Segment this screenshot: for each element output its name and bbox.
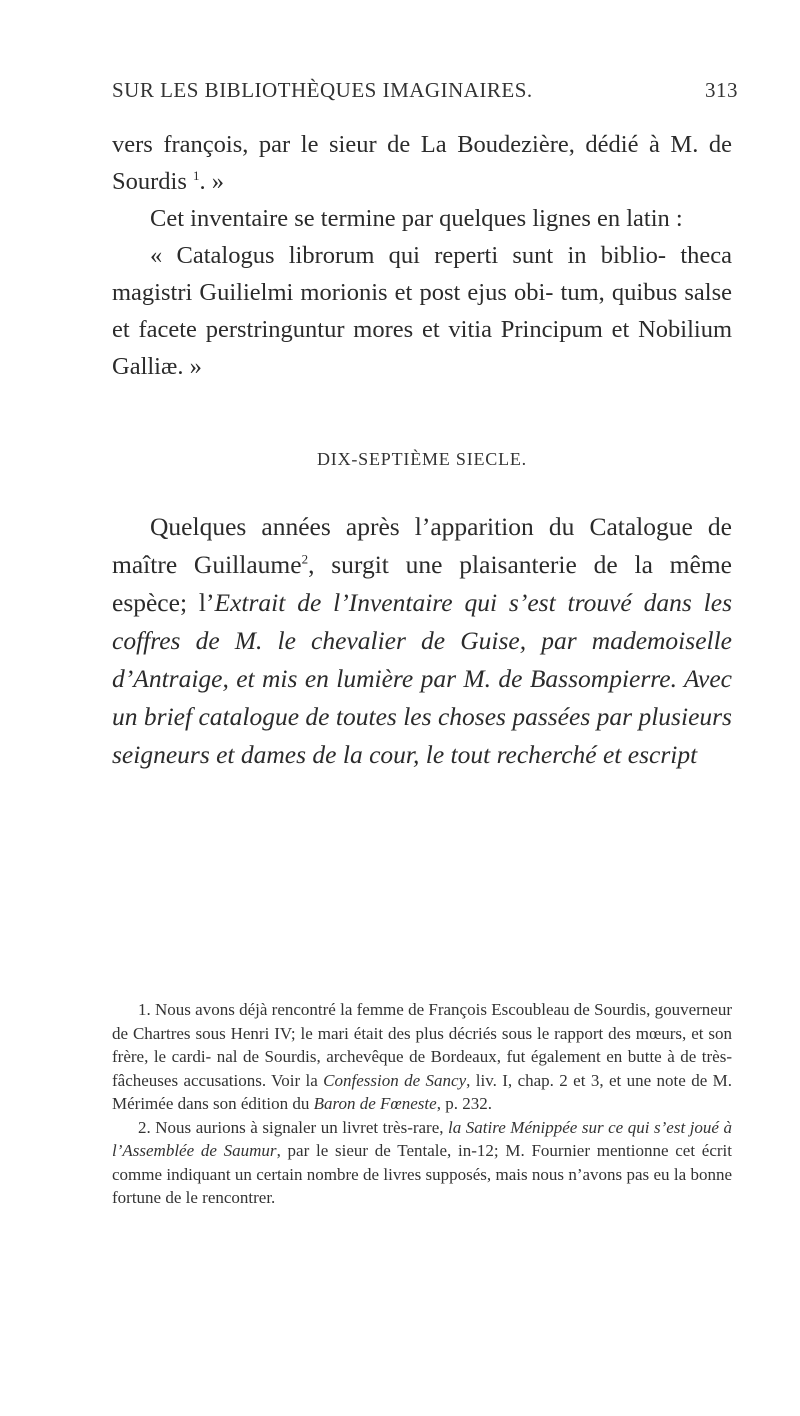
paragraph-1-text: vers françois, par le sieur de La Boudezière, dédié à M. de Sourdis <box>112 131 732 195</box>
running-title: SUR LES BIBLIOTHÈQUES IMAGINAIRES. <box>112 78 533 102</box>
footnote-2 <box>112 1116 732 1210</box>
paragraph-1-end: . » <box>199 168 225 195</box>
footnote-2-text-a: 2. Nous aurions à signaler un livret très-rare, <box>138 1117 449 1137</box>
footnote-ref-1: 1 <box>193 167 200 183</box>
paragraph-3-latin-quote: « Catalogus librorum qui reperti sunt in biblio- theca magistri Guilielmi morionis et post ejus obi- tum, quibus salse et facete perstringuntur mores et vitia Principum et Nobilium Galliæ. » <box>112 242 732 380</box>
paragraph-1 <box>112 126 732 200</box>
footnotes <box>112 998 732 1210</box>
paragraph-4-text-a: Quelques années après l’apparition du Catalogue de maître Guillaume <box>112 512 732 579</box>
footnote-1 <box>112 998 732 1116</box>
section-heading: DIX-SEPTIÈME SIECLE. <box>317 449 527 469</box>
footnote-1-text-a: 1. Nous avons déjà rencontré la femme de François Escoubleau de Sourdis, gouverneur de Chartres sous Henri IV; le mari était des plus décriés sous le rapport des mœurs, et son frère, le cardi- nal de Sourdis, archevêque de Bordeaux, fut également en butte à de très-fâcheuses accusations. Voir la <box>112 1000 732 1090</box>
footnote-2-title: la Satire Ménippée sur ce qui s’est joué à l’Assemblée de Saumur <box>112 1117 732 1160</box>
footnote-2-text-b: , par le sieur de Tentale, in-12; M. Fournier mentionne cet écrit comme indiquant un certain nombre de livres supposés, mais nous n’avons pas eu la bonne fortune de le rencontrer. <box>112 1141 732 1207</box>
paragraph-2: Cet inventaire se termine par quelques lignes en latin : <box>150 205 683 232</box>
paragraph-4 <box>112 508 732 774</box>
footnote-ref-2: 2 <box>301 551 309 567</box>
page-number: 313 <box>705 78 738 102</box>
footnote-1-title-1: Confession de Sancy <box>323 1070 467 1090</box>
main-text <box>112 126 732 774</box>
footnote-1-text-c: , p. 232. <box>436 1094 492 1113</box>
footnote-1-title-2: Baron de Fœneste <box>313 1094 437 1113</box>
paragraph-4-text-b: , surgit une plaisanterie de la même espèce; l’ <box>112 550 732 617</box>
footnote-1-text-b: , liv. I, chap. 2 et 3, et une note de M. Mérimée dans son édition du <box>112 1070 733 1113</box>
paragraph-4-book-title: Extrait de l’Inventaire qui s’est trouvé dans les coffres de M. le chevalier de Guise, par mademoiselle d’Antraige, et mis en lumière par M. de Bassompierre. Avec un brief catalogue de toutes les choses passées par plusieurs seigneurs et dames de la cour, le tout recherché et escript <box>112 588 733 769</box>
